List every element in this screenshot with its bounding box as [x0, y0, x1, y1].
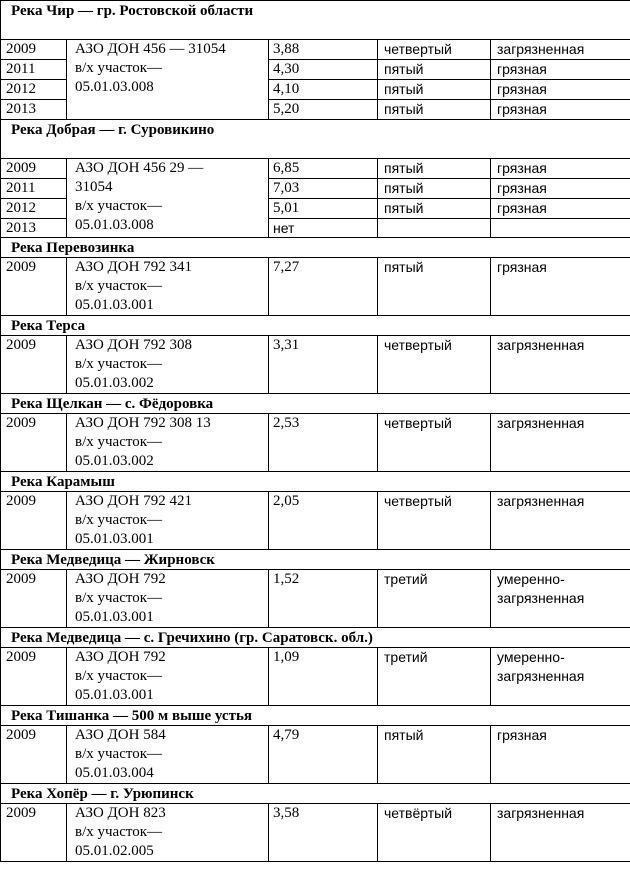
pollution-index-cell: 7,03 [269, 179, 378, 199]
water-quality-cell: грязная [491, 159, 630, 179]
station-cell [67, 492, 269, 550]
water-quality-cell: грязная [491, 100, 630, 120]
quality-class-cell: третий [378, 648, 491, 706]
river-name: Река Добрая — г. Суровикино [1, 120, 630, 159]
station-line: АЗО ДОН 456 — 31054 [75, 41, 226, 57]
station-cell [67, 414, 269, 472]
station-line: 05.01.03.001 [75, 609, 154, 625]
river-header-row [1, 472, 630, 492]
table-row [1, 40, 630, 60]
river-name: Река Медведица — с. Гречихино (гр. Саратовск. обл.) [1, 628, 630, 648]
quality-class-cell: четвертый [378, 414, 491, 472]
station-line: в/х участок— [75, 356, 163, 372]
year-cell: 2009 [1, 336, 67, 394]
pollution-index-cell: 2,53 [269, 414, 378, 472]
river-header-row [1, 316, 630, 336]
year-cell: 2009 [1, 570, 67, 628]
water-quality-cell: загрязненная [491, 492, 630, 550]
quality-class-cell: четвертый [378, 336, 491, 394]
station-cell [67, 570, 269, 628]
year-cell: 2009 [1, 159, 67, 179]
table-row [1, 258, 630, 316]
pollution-index-cell: 6,85 [269, 159, 378, 179]
river-header-row [1, 628, 630, 648]
quality-class-cell: пятый [378, 726, 491, 784]
station-line: в/х участок— [75, 198, 163, 214]
water-quality-cell: грязная [491, 199, 630, 219]
quality-class-cell: четвертый [378, 492, 491, 550]
station-line: в/х участок— [75, 590, 163, 606]
water-quality-cell [491, 648, 630, 706]
quality-text-part: умеренно- [497, 571, 565, 587]
quality-class-cell: пятый [378, 60, 491, 80]
quality-class-cell: третий [378, 570, 491, 628]
table-row [1, 726, 630, 784]
pollution-index-cell: 3,88 [269, 40, 378, 60]
water-quality-cell [491, 219, 630, 238]
station-cell [67, 159, 269, 238]
table-row [1, 336, 630, 394]
year-cell: 2009 [1, 648, 67, 706]
station-line: 05.01.02.005 [75, 843, 154, 859]
station-line: 05.01.03.001 [75, 297, 154, 313]
river-name: Река Карамыш [1, 472, 630, 492]
quality-class-cell [378, 219, 491, 238]
station-line: в/х участок— [75, 746, 163, 762]
station-line: АЗО ДОН 456 29 — [75, 160, 204, 176]
year-cell: 2011 [1, 60, 67, 80]
pollution-index-cell: 5,20 [269, 100, 378, 120]
pollution-index-cell: 3,58 [269, 804, 378, 862]
quality-text-part: умеренно- [497, 649, 565, 665]
water-quality-cell: загрязненная [491, 40, 630, 60]
river-header-row [1, 1, 630, 40]
pollution-index-cell: 7,27 [269, 258, 378, 316]
quality-text-part: загрязненная [497, 590, 585, 606]
year-cell: 2009 [1, 726, 67, 784]
year-cell: 2012 [1, 80, 67, 100]
station-line: 05.01.03.008 [75, 217, 154, 233]
station-line: АЗО ДОН 792 308 13 [75, 415, 211, 431]
station-line: 05.01.03.002 [75, 453, 154, 469]
river-header-row [1, 238, 630, 258]
station-line: в/х участок— [75, 512, 163, 528]
pollution-index-cell: 4,79 [269, 726, 378, 784]
water-quality-cell: грязная [491, 60, 630, 80]
river-header-row [1, 550, 630, 570]
river-header-row [1, 784, 630, 804]
quality-text-part: загрязненная [497, 668, 585, 684]
table-row [1, 570, 630, 628]
station-line: в/х участок— [75, 668, 163, 684]
station-line: АЗО ДОН 792 421 [75, 493, 192, 509]
river-name: Река Чир — гр. Ростовской области [1, 1, 630, 40]
table-row [1, 414, 630, 472]
river-name: Река Хопёр — г. Урюпинск [1, 784, 630, 804]
water-quality-cell: загрязненная [491, 336, 630, 394]
table-row [1, 159, 630, 179]
station-line: АЗО ДОН 584 [75, 727, 166, 743]
pollution-index-cell: 4,10 [269, 80, 378, 100]
pollution-index-cell: 5,01 [269, 199, 378, 219]
year-cell: 2009 [1, 804, 67, 862]
river-name: Река Терса [1, 316, 630, 336]
river-header-row [1, 394, 630, 414]
year-cell: 2009 [1, 492, 67, 550]
station-line: АЗО ДОН 792 [75, 571, 166, 587]
table-row [1, 648, 630, 706]
station-line: АЗО ДОН 823 [75, 805, 166, 821]
river-header-row [1, 706, 630, 726]
river-name: Река Тишанка — 500 м выше устья [1, 706, 630, 726]
water-quality-cell: загрязненная [491, 414, 630, 472]
quality-class-cell: пятый [378, 159, 491, 179]
river-header-row [1, 120, 630, 159]
station-line: в/х участок— [75, 824, 163, 840]
station-line: 05.01.03.001 [75, 531, 154, 547]
station-cell [67, 648, 269, 706]
station-line: в/х участок— [75, 60, 163, 76]
river-name: Река Перевозинка [1, 238, 630, 258]
pollution-index-cell: 1,09 [269, 648, 378, 706]
station-cell [67, 726, 269, 784]
year-cell: 2012 [1, 199, 67, 219]
station-line: 31054 [75, 179, 113, 195]
station-line: в/х участок— [75, 434, 163, 450]
table-row [1, 804, 630, 862]
year-cell: 2009 [1, 258, 67, 316]
station-cell [67, 258, 269, 316]
quality-class-cell: четвёртый [378, 804, 491, 862]
year-cell: 2013 [1, 100, 67, 120]
water-quality-cell [491, 570, 630, 628]
river-name: Река Медведица — Жирновск [1, 550, 630, 570]
station-cell [67, 40, 269, 120]
station-line: 05.01.03.008 [75, 79, 154, 95]
year-cell: 2009 [1, 40, 67, 60]
water-quality-cell: грязная [491, 80, 630, 100]
water-quality-cell: загрязненная [491, 804, 630, 862]
station-line: 05.01.03.002 [75, 375, 154, 391]
station-line: 05.01.03.004 [75, 765, 154, 781]
station-line: АЗО ДОН 792 341 [75, 259, 192, 275]
pollution-index-cell: 1,52 [269, 570, 378, 628]
water-quality-cell: грязная [491, 258, 630, 316]
station-line: АЗО ДОН 792 308 [75, 337, 192, 353]
quality-class-cell: пятый [378, 80, 491, 100]
river-table-body [1, 1, 630, 862]
water-quality-cell: грязная [491, 179, 630, 199]
year-cell: 2011 [1, 179, 67, 199]
quality-class-cell: четвертый [378, 40, 491, 60]
station-cell [67, 804, 269, 862]
quality-class-cell: пятый [378, 179, 491, 199]
pollution-index-cell: нет [269, 219, 378, 238]
quality-class-cell: пятый [378, 100, 491, 120]
water-quality-cell: грязная [491, 726, 630, 784]
pollution-index-cell: 2,05 [269, 492, 378, 550]
station-line: в/х участок— [75, 278, 163, 294]
river-name: Река Щелкан — с. Фёдоровка [1, 394, 630, 414]
pollution-index-cell: 3,31 [269, 336, 378, 394]
quality-class-cell: пятый [378, 199, 491, 219]
year-cell: 2009 [1, 414, 67, 472]
station-cell [67, 336, 269, 394]
year-cell: 2013 [1, 219, 67, 238]
station-line: 05.01.03.001 [75, 687, 154, 703]
quality-class-cell: пятый [378, 258, 491, 316]
pollution-index-cell: 4,30 [269, 60, 378, 80]
table-row [1, 492, 630, 550]
station-line: АЗО ДОН 792 [75, 649, 166, 665]
